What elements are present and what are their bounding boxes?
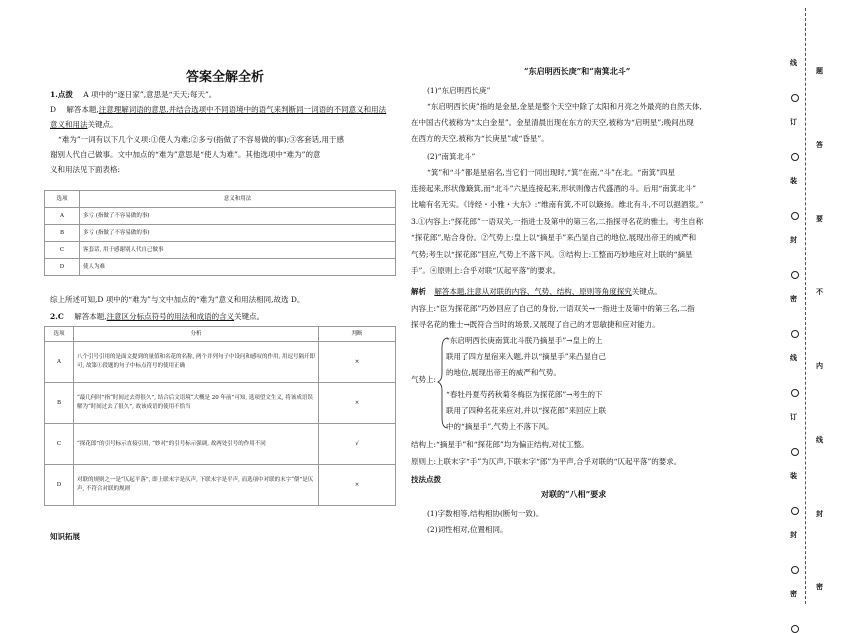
gutter-char: 答 — [816, 139, 823, 149]
gutter-char: 线 — [790, 58, 797, 67]
q1-line2 — [50, 103, 386, 117]
table-cell: 客套话, 用于感谢别人代自己做事 — [80, 242, 396, 259]
jiexi-label: 解析 — [411, 287, 426, 296]
gutter-char: 不 — [816, 287, 823, 297]
binding-circle — [791, 566, 799, 574]
q1-line3 — [50, 118, 118, 132]
table-cell: √ — [319, 424, 396, 465]
binding-circle — [791, 94, 799, 102]
right-r2: “东启明西长庚”指的是金星,金星是整个天空中除了太阳和月亮之外最亮的自然天体, — [427, 102, 702, 111]
binding-line — [805, 8, 806, 604]
q1-label: 1.点拨 — [50, 90, 73, 99]
gutter-char: 线 — [790, 353, 797, 362]
table-cell: “探花郎”的引号标示直接引用, “妙对”的引号标示强调, 故两处引号的作用不同 — [74, 424, 319, 465]
right-r3: 在中国古代被称为“太白金星”。金星清晨出现在东方的天空,被称为“启明星”;晚间出现 — [411, 118, 694, 127]
gutter-char: 线 — [816, 434, 823, 444]
q2-jiexi-tail: 关键点。 — [234, 312, 265, 321]
table-cell: A — [45, 342, 74, 383]
q2-jiexi-key: 注意区分标点符号的用法和成语的含义 — [106, 312, 235, 321]
right-heading2: 对联的“八相”要求 — [541, 489, 607, 499]
table-cell: × — [319, 383, 396, 424]
table-1-header-cell: 意义和用法 — [80, 191, 396, 208]
bracket-l2: 联用了四方星宿来入题,并以“摘星手”来凸显自己 — [446, 352, 607, 361]
right-r4: 在西方的天空,被称为“长庚星”或“昏星”。 — [411, 134, 549, 143]
binding-circle — [791, 271, 799, 279]
jifa-label: 技法点拨 — [411, 475, 441, 484]
right-heading: “东启明西长庚”和“南箕北斗” — [524, 66, 631, 76]
gutter-char: 订 — [790, 412, 797, 421]
binding-circle — [791, 507, 799, 515]
table-1 — [44, 190, 396, 276]
q1-text: A 项中的“逐日家”,意思是“天天;每天”。 — [83, 90, 217, 99]
table-row — [45, 225, 396, 242]
q1-para3: 谢别人代自己做事。文中加点的“难为”意思是“使人为难”。其他选项中“难为”的意 — [50, 150, 321, 159]
binding-circle — [791, 212, 799, 220]
bracket-l4: “春牡丹夏芍药秋菊冬梅臣为探花郎”→考生的下 — [446, 390, 603, 399]
table-2-header — [45, 327, 396, 342]
table-2-header-cell: 选项 — [45, 327, 74, 342]
table-cell: 使人为难 — [80, 259, 396, 276]
gutter-char: 装 — [790, 176, 797, 185]
table-1-header-cell: 选项 — [45, 191, 80, 208]
right-r13: 内容上:“臣为探花郎”巧妙回应了自己的身份,一语双关→一指进士及第中的第三名,二指 — [411, 304, 695, 313]
right-r6: “箕”和“斗”都是星宿名,当它们一同出现时,“箕”在南,“斗”在北。“南箕”四星 — [427, 168, 675, 177]
qishi-label: 气势上: — [411, 375, 437, 384]
bracket-l6: 中的“摘星手”,气势上不落下风。 — [446, 422, 554, 431]
right-r11: 气势;考生以“探花郎”回应,气势上不落下风。③结构上:工整而巧妙地应对上联的“摘星 — [411, 250, 693, 259]
gutter-char: 封 — [790, 235, 797, 244]
table-row — [45, 242, 396, 259]
brace-bracket — [436, 334, 450, 434]
q1-conclusion: 综上所述可知,D 项中的“难为”与文中加点的“难为”意义和用法相同,故选 D。 — [50, 295, 305, 304]
jiexi-key: 解答本题,注意从对联的内容、气势、结构、原则等角度探究 — [434, 287, 632, 296]
right-r14: 探寻名花的雅士→既符合当时的场景,又展现了自己的才思敏捷和应对能力。 — [411, 320, 660, 329]
table-cell: 多亏 (指做了不容易做的事) — [80, 208, 396, 225]
right-r10: “探花郎”,贴合身份。②气势上:皇上以“摘星手”来凸显自己的地位,展现出帝王的威严和 — [411, 233, 697, 242]
q2-jiexi: 解答本题, — [74, 312, 107, 321]
gutter-char: 订 — [790, 117, 797, 126]
table-cell: 多亏 (指做了不容易做的事) — [80, 225, 396, 242]
table-cell: 八个引号引用的是面文提到的量值和名花的名称, 两个并列句子中设问和感叹的作用, 用逗号隔开即可, 故第①段题的句子中标点符号的使用正确 — [74, 342, 319, 383]
gutter-char: 装 — [790, 471, 797, 480]
right-r7: 连接起来,形状像簸箕,而“北斗”六星连接起来,形状则像古代盛酒的斗。后用“南箕北斗” — [411, 184, 696, 193]
binding-circle — [791, 448, 799, 456]
bracket-l1: “东启明西长庚南箕北斗朕乃摘星手”→皇上的上 — [446, 336, 603, 345]
gutter-char: 要 — [816, 213, 823, 223]
table-row — [45, 342, 396, 383]
right-jiexi — [411, 285, 662, 299]
q1-jiexi-key-cont: 意义和用法 — [50, 120, 88, 129]
right-r8: 比喻有名无实。《诗经・小雅・大东》:“维南有箕,不可以簸扬。维北有斗,不可以挹酒浆。” — [411, 200, 704, 209]
table-cell: “最几何时”指“时间过去得很久”, 结合后文语境“大概是 20 年前”可知, 选项望文生义, 将该成语误解为“时间过去了很久”, 故该成语的使用不恰当 — [74, 383, 319, 424]
table-row — [45, 465, 396, 506]
right-r1: (1)“东启明西长庚” — [427, 86, 491, 95]
gutter-char: 密 — [790, 294, 797, 303]
table-cell: B — [45, 225, 80, 242]
table-cell: D — [45, 259, 80, 276]
binding-circle — [791, 330, 799, 338]
gutter-char: 封 — [790, 530, 797, 539]
table-row — [45, 208, 396, 225]
right-r12: 手”。④原则上:合乎对联“仄起平落”的要求。 — [411, 266, 561, 275]
table-2-header-cell: 判断 — [319, 327, 396, 342]
q1-line1 — [50, 88, 216, 102]
table-row — [45, 259, 396, 276]
right-r15: 结构上:“摘星手”和“探花郎”均为偏正结构,对仗工整。 — [411, 440, 589, 449]
gutter-char: 封 — [816, 508, 823, 518]
q1-answer: D — [50, 105, 57, 114]
table-cell: C — [45, 424, 74, 465]
table-1-header — [45, 191, 396, 208]
q1-para2: “难为”一词有以下几个义项:①使人为难;②多亏(指做了不容易做的事);③客套话,用于感 — [58, 135, 344, 144]
gutter-char: 题 — [816, 66, 823, 75]
binding-circle — [791, 389, 799, 397]
zhishi-tuozhan: 知识拓展 — [50, 532, 80, 541]
binding-circle — [791, 153, 799, 161]
right-r5: (2)“南箕北斗” — [427, 152, 476, 161]
table-2-header-cell: 分析 — [74, 327, 319, 342]
bracket-l5: 联用了四种名花来应对,并以“探花郎”来回应上联 — [446, 406, 607, 415]
gutter-char: 内 — [816, 361, 823, 370]
right-r18: (2)词性相对,位置相同。 — [427, 525, 508, 534]
q2-line — [50, 310, 264, 324]
gutter-char: 密 — [790, 589, 797, 598]
table-cell: A — [45, 208, 80, 225]
table-cell: B — [45, 383, 74, 424]
q1-jiexi: 解答本题, — [66, 105, 99, 114]
q1-para4: 义和用法见下面表格: — [50, 165, 121, 174]
q1-jiexi-tail: 关键点。 — [87, 120, 118, 129]
page-title: 答案全解全析 — [186, 70, 265, 85]
table-cell: 对联的规则之一是“仄起平落”, 即上联末字是仄声, 下联末字是平声, 而选项中对联的末字“偎”是仄声, 不符合对联的规则 — [74, 465, 319, 506]
jiexi-tail: 关键点。 — [631, 287, 662, 296]
table-cell: × — [319, 465, 396, 506]
table-cell: × — [319, 342, 396, 383]
binding-circle — [791, 625, 799, 633]
table-row — [45, 424, 396, 465]
gutter-char: 密 — [816, 582, 823, 592]
table-2 — [44, 326, 396, 506]
table-row — [45, 383, 396, 424]
right-r16: 原则上:上联末字“手”为仄声,下联末字“郎”为平声,合乎对联的“仄起平落”的要求。 — [411, 457, 682, 466]
table-cell: D — [45, 465, 74, 506]
q2-label: 2.C — [50, 312, 64, 321]
table-cell: C — [45, 242, 80, 259]
right-r9: 3.①内容上:“探花郎”一语双关,一指进士及第中的第三名,二指探寻名花的雅士。考生自称 — [411, 217, 704, 226]
right-r17: (1)字数相等,结构相协(断句一致)。 — [427, 509, 544, 518]
bracket-l3: 的地位,展现出帝王的威严和气势。 — [446, 368, 561, 377]
q1-jiexi-key: 注意理解词语的意思,并结合选项中不同语境中的语气来判断同一词语的不同意义和用法 — [98, 105, 387, 114]
